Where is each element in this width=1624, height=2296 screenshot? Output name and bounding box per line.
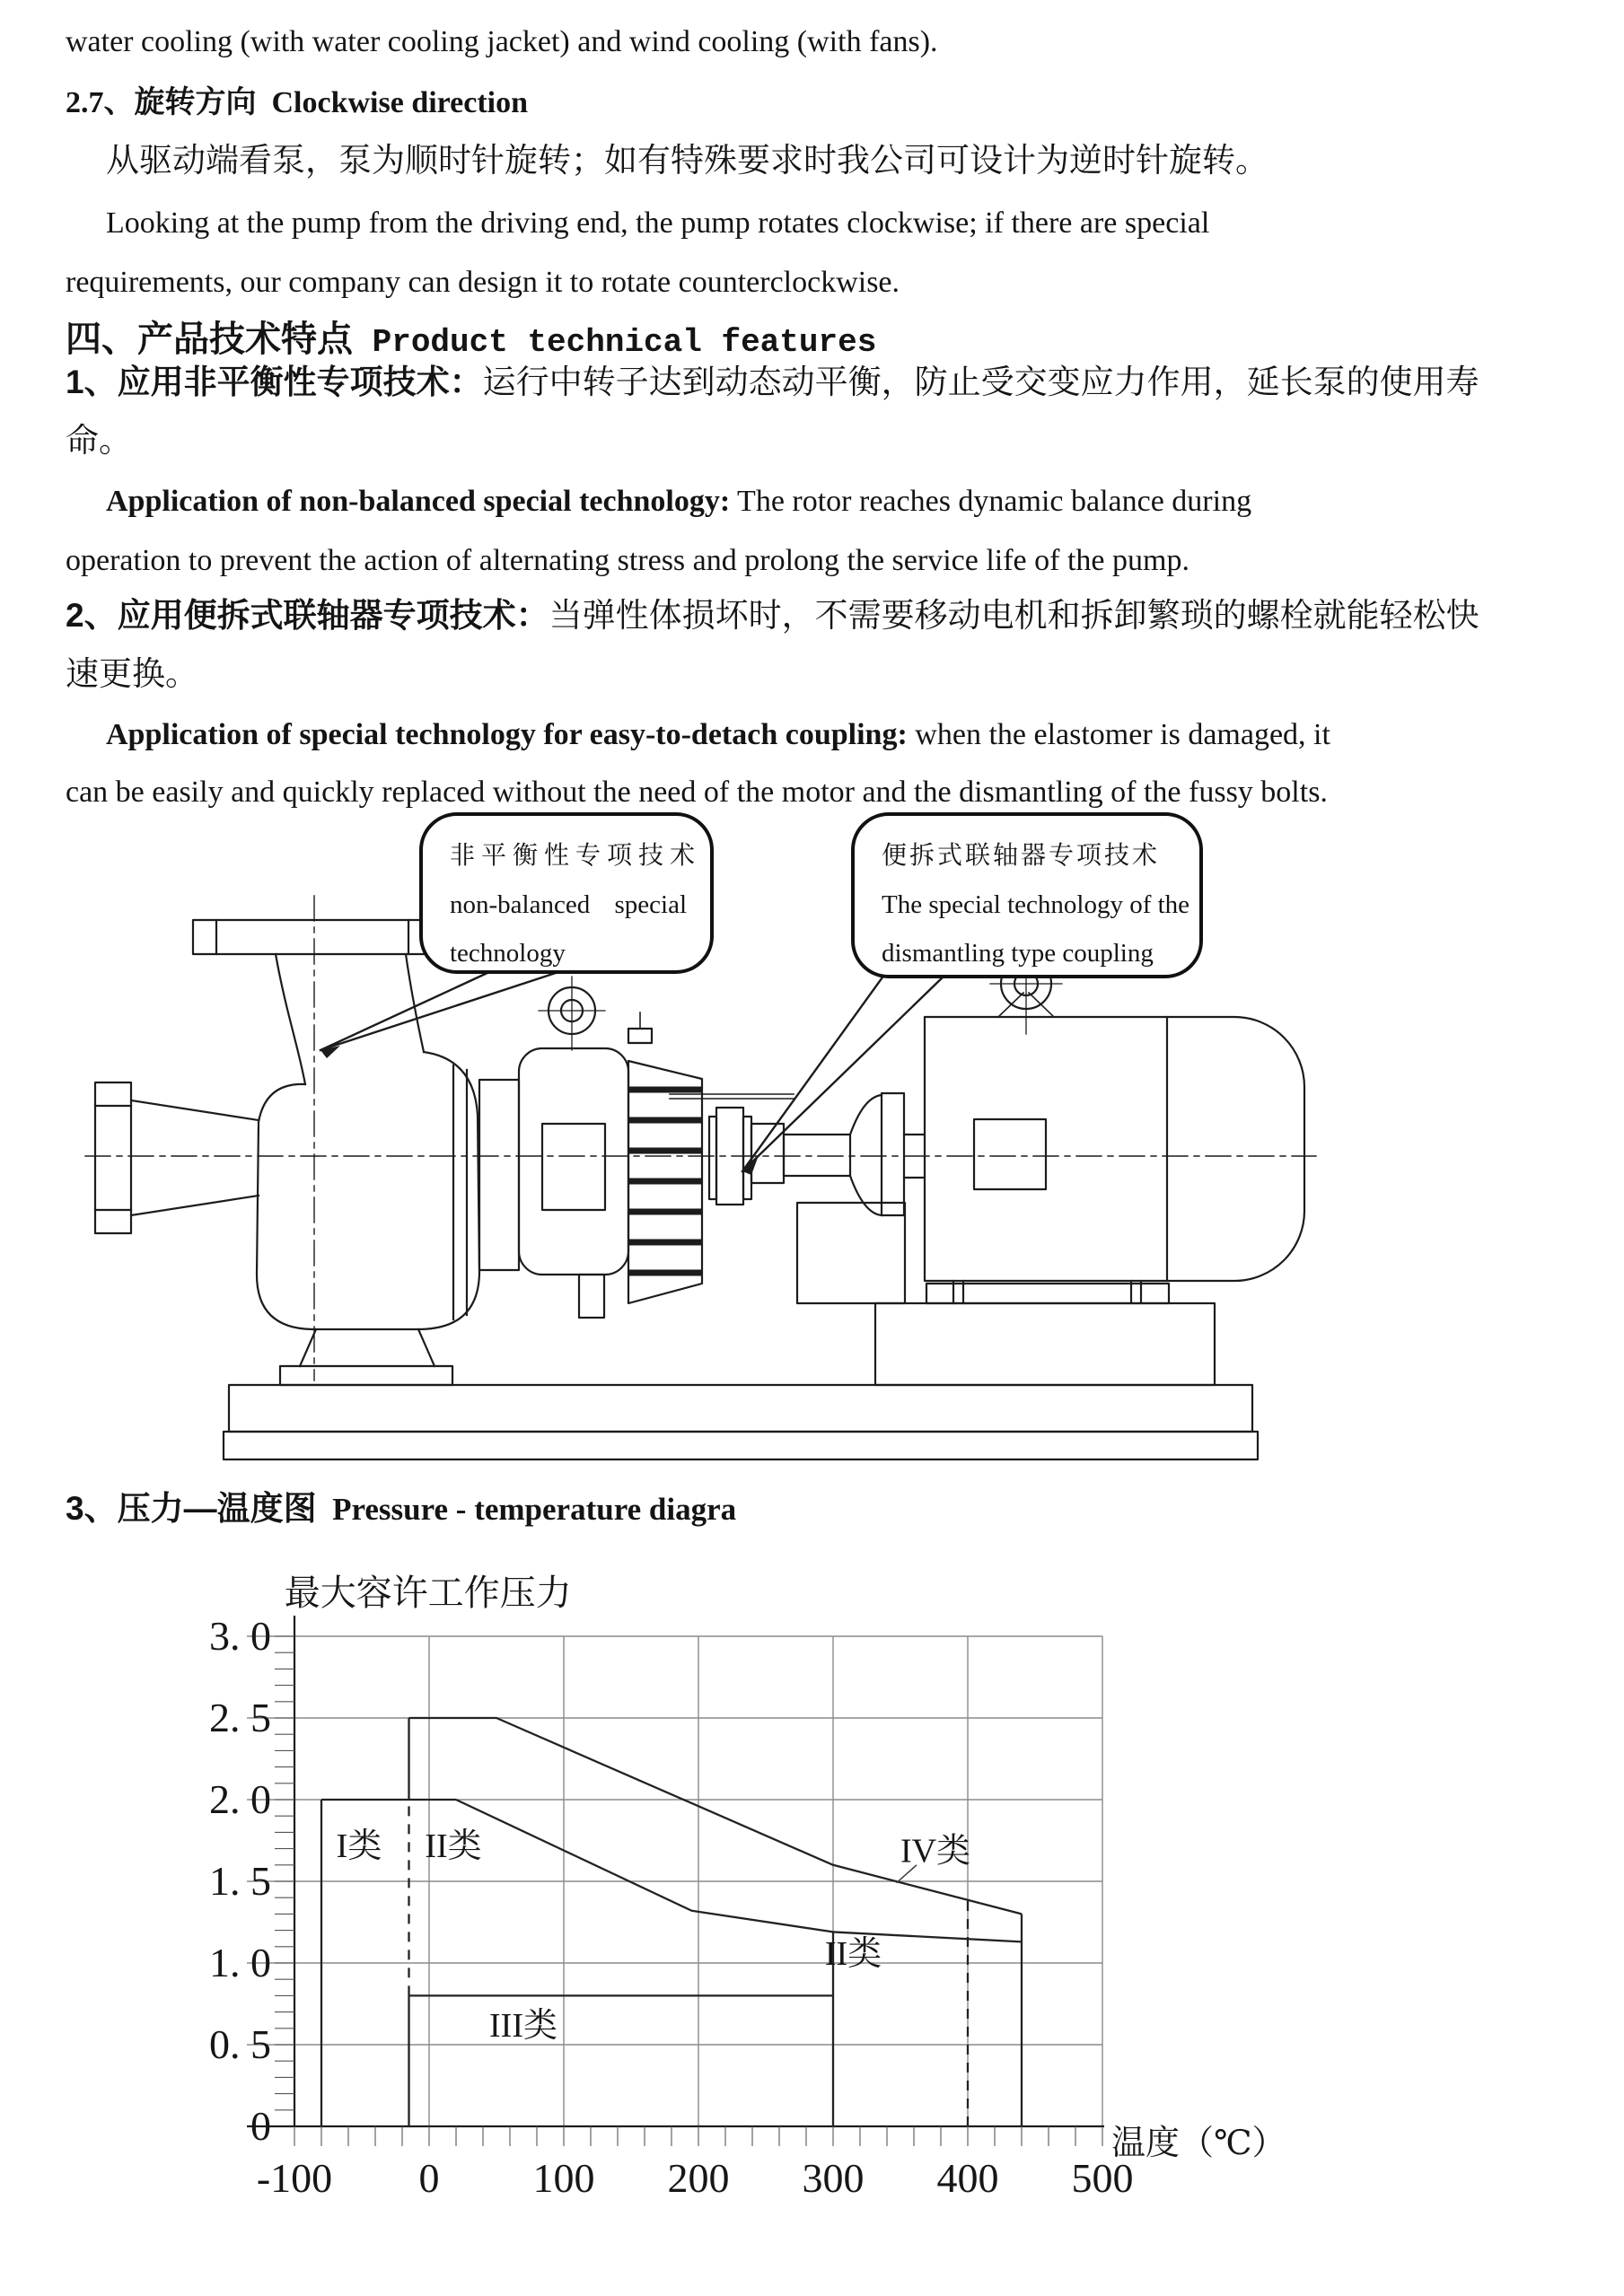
y-tick-label: 2. 5 [209, 1695, 271, 1740]
intro-line: water cooling (with water cooling jacket) and wind cooling (with fans). [66, 25, 938, 58]
heading-section-4-zh: 四、产品技术特点 [66, 320, 353, 359]
region-label-II类: II类 [425, 1827, 482, 1865]
item2-en-line2: can be easily and quickly replaced without the need of the motor and the dismantling of the fussy bolts. [66, 776, 1328, 809]
series-class-IV-upper-boundary [409, 1718, 1023, 1914]
region-label-III类: III类 [489, 2007, 557, 2046]
callout-detachable-coupling [851, 812, 1203, 978]
x-tick-label: 400 [936, 2155, 999, 2201]
item1-line2: 命。 [66, 423, 132, 460]
region-label-II类: II类 [824, 1935, 882, 1974]
y-tick-label: 1. 0 [209, 1940, 271, 1985]
item2-line2: 速更换。 [66, 656, 198, 693]
coupling-spacer [784, 1135, 850, 1176]
x-tick-label: -100 [256, 2155, 333, 2201]
series-class-II-lower-boundary [456, 1800, 1022, 1941]
baseplate-lower [224, 1432, 1258, 1459]
heading-2-7-zh: 2.7、旋转方向 [66, 86, 257, 119]
heading-2-7-en: Clockwise direction [271, 86, 529, 119]
x-tick-label: 500 [1071, 2155, 1134, 2201]
region-label-IV类: IV类 [900, 1832, 971, 1871]
region-label-I类: I类 [336, 1827, 382, 1865]
discharge-flange [193, 920, 432, 954]
coupling-hub-motor-side [882, 1093, 904, 1215]
casing-cover [479, 1080, 519, 1270]
para-2-7-zh: 从驱动端看泵，泵为顺时针旋转；如有特殊要求时我公司可设计为逆时针旋转。 [106, 143, 1268, 180]
baseplate-upper [229, 1385, 1252, 1432]
y-tick-label: 0 [250, 2103, 271, 2149]
bearing-frame [519, 1048, 628, 1275]
item1-lead: 1、应用非平衡性专项技术： [66, 364, 483, 400]
motor-base-block [875, 1303, 1215, 1385]
callout2-line2: The special technology of the [882, 890, 1190, 919]
item1-en-lead: Application of non-balanced special technology: [106, 485, 731, 518]
callout-non-balanced-technology [419, 812, 714, 974]
heading-2-7 [66, 83, 1563, 124]
y-tick-label: 2. 0 [209, 1776, 271, 1822]
item2-line1 [66, 594, 1563, 638]
item1-line1 [66, 361, 1563, 405]
y-tick-label: 3. 0 [209, 1613, 271, 1659]
motor-terminal-box [974, 1119, 1046, 1189]
callout2-line3: dismantling type coupling [882, 939, 1154, 968]
item2-en-line1 [66, 714, 1563, 756]
para-2-7-en-line2: requirements, our company can design it to rotate counterclockwise. [66, 266, 900, 299]
callout2-leader [742, 975, 945, 1171]
oil-filler-cap [628, 1029, 652, 1043]
pump-foot [280, 1366, 452, 1385]
discharge-neck [276, 954, 305, 1084]
heading-section-3-zh: 3、压力—温度图 [66, 1490, 317, 1527]
chart-title: 最大容许工作压力 [284, 1573, 572, 1613]
x-tick-label: 200 [667, 2155, 730, 2201]
heading-section-3-en: Pressure - temperature diagra [332, 1492, 737, 1527]
item1-en-rest: The rotor reaches dynamic balance during [730, 485, 1252, 518]
pressure-temperature-chart [90, 1553, 1365, 2262]
item1-rest: 运行中转子达到动态动平衡，防止受交变应力作用，延长泵的使用寿 [482, 364, 1479, 401]
heading-section-3 [66, 1481, 1563, 1529]
item2-lead: 2、应用便拆式联轴器专项技术： [66, 597, 549, 634]
item1-en-line1 [66, 481, 1563, 522]
callout1-line1: 非平衡性专项技术 [450, 842, 702, 870]
item2-rest: 当弹性体损坏时，不需要移动电机和拆卸繁琐的螺栓就能轻松快 [549, 598, 1479, 635]
x-tick-label: 0 [418, 2155, 440, 2201]
item1-en-line2: operation to prevent the action of alternating stress and prolong the service life of the pump. [66, 544, 1189, 577]
x-tick-label: 100 [532, 2155, 595, 2201]
y-tick-label: 1. 5 [209, 1858, 271, 1904]
callout2-line1: 便拆式联轴器专项技术 [882, 842, 1161, 870]
x-tick-label: 300 [802, 2155, 865, 2201]
callout1-leader [320, 972, 558, 1050]
item2-en-rest: when the elastomer is damaged, it [907, 718, 1330, 751]
bearing-pedestal [797, 1203, 905, 1303]
callout1-line3: technology [450, 939, 566, 968]
para-2-7-en-line1: Looking at the pump from the driving end, the pump rotates clockwise; if there are special [106, 206, 1210, 240]
volute-casing [257, 1052, 479, 1329]
x-axis-label: 温度（℃） [1111, 2125, 1286, 2162]
heading-section-4 [66, 311, 1563, 362]
motor-end-bell [1167, 1017, 1304, 1281]
y-tick-label: 0. 5 [209, 2021, 271, 2067]
heading-section-4-en: Product technical features [372, 324, 877, 361]
callout1-line2: non-balanced special [450, 890, 687, 919]
item2-en-lead: Application of special technology for easy-to-detach coupling: [106, 718, 908, 751]
